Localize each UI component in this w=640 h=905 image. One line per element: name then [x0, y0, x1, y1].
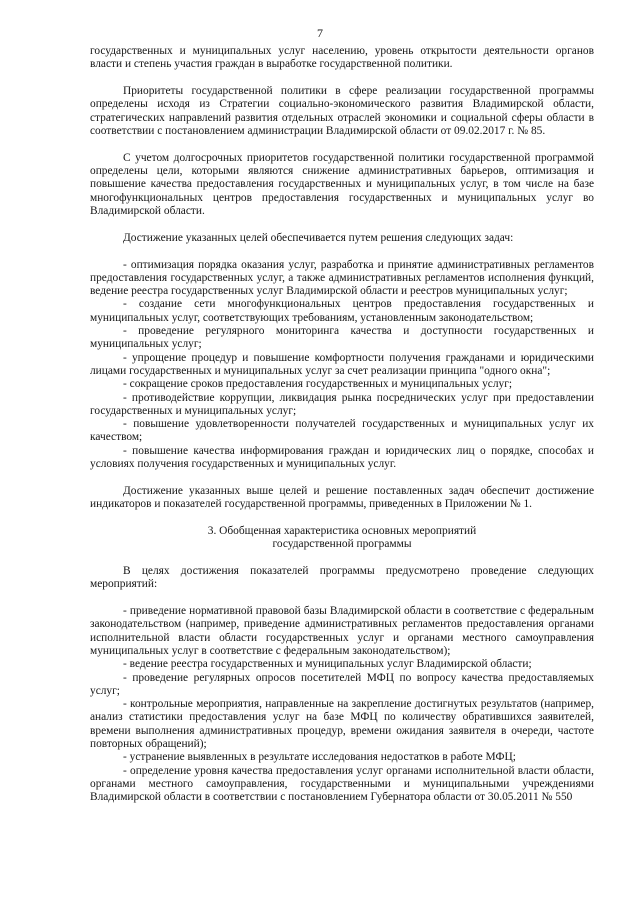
page-number: 7: [317, 26, 323, 40]
paragraph: В целях достижения показателей программы предусмотрено проведение следующих мероприятий:: [90, 565, 594, 591]
paragraph: - сокращение сроков предоставления государственных и муниципальных услуг;: [123, 378, 513, 391]
document-body: [90, 45, 594, 805]
paragraph: - упрощение процедур и повышение комфортности получения гражданами и юридическими лицами государственных и муниципальных услуг за счет реализации принципа "одного окна";: [90, 351, 594, 377]
paragraph-spacer: [90, 511, 594, 525]
section-heading-line: 3. Обобщенная характеристика основных мероприятий: [207, 524, 477, 537]
paragraph-spacer: [90, 218, 594, 232]
paragraph: - создание сети многофункциональных центров предоставления государственных и муниципальных услуг, соответствующих требованиям, установленным законодательством;: [90, 298, 594, 324]
paragraph: государственных и муниципальных услуг населению, уровень открытости деятельности органов власти и степень участия граждан в выработке государственной политики.: [90, 45, 594, 71]
paragraph: - проведение регулярных опросов посетителей МФЦ по вопросу качества предоставляемых услуг;: [90, 671, 594, 697]
paragraph: - контрольные мероприятия, направленные на закрепление достигнутых результатов (например, анализ статистики предоставления услуг на базе МФЦ по количеству обратившихся заявителей, времени выполнения административных процедур, времени ожидания заявителя в очереди, частоте повторных обращений);: [90, 698, 594, 751]
paragraph-spacer: [90, 552, 594, 566]
paragraph: Достижение указанных выше целей и решение поставленных задач обеспечит достижение индикаторов и показателей государственной программы, приведенных в Приложении № 1.: [90, 484, 594, 511]
paragraph: - противодействие коррупции, ликвидация рынка посреднических услуг при предоставлении государственных и муниципальных услуг;: [90, 391, 594, 417]
paragraph: - ведение реестра государственных и муниципальных услуг Владимирской области;: [123, 658, 532, 671]
paragraph: С учетом долгосрочных приоритетов государственной политики государственной программой определены цели, которыми являются снижение административных барьеров, оптимизация и повышение качества предоставления государственных и муниципальных услуг, в том числе на базе многофункциональных центров предоставления государственных и муниципальных услуг во Владимирской области.: [90, 151, 594, 217]
section-heading: [90, 525, 594, 552]
paragraph: Приоритеты государственной политики в сфере реализации государственной программы определены исходя из Стратегии социально-экономического развития Владимирской области, стратегических направлений развития отдельных отраслей экономики и социальной сферы области в соответствии с постановлением администрации Владимирской области от 09.02.2017 г. № 85.: [90, 85, 594, 137]
paragraph-spacer: [90, 471, 594, 485]
paragraph: - повышение качества информирования граждан и юридических лиц о порядке, способах и условиях получения государственных и муниципальных услуг.: [90, 444, 594, 471]
paragraph-spacer: [90, 138, 594, 152]
paragraph: - проведение регулярного мониторинга качества и доступности государственных и муниципальных услуг;: [90, 325, 594, 351]
paragraph: - приведение нормативной правовой базы Владимирской области в соответствие с федеральным законодательством (например, приведение административных регламентов предоставления органами исполнительной власти области государственных услуг и органами местного самоуправления муниципальных услуг в соответствие с федеральным законодательством);: [90, 605, 594, 657]
paragraph-spacer: [90, 245, 594, 259]
paragraph: - определение уровня качества предоставления услуг органами исполнительной власти области, органами местного самоуправления, государственными и муниципальными учреждениями Владимирской области в соответствии с постановлением Губернатора области от 30.05.2011 № 550: [90, 764, 594, 804]
section-heading-line: государственной программы: [272, 538, 412, 551]
paragraph: Достижение указанных целей обеспечивается путем решения следующих задач:: [123, 231, 514, 244]
paragraph-spacer: [90, 592, 594, 606]
paragraph-spacer: [90, 72, 594, 86]
paragraph: - оптимизация порядка оказания услуг, разработка и принятие административных регламентов предоставления государственных услуг, а также административных регламентов исполнения функций, ведение реестра государственных услуг Владимирской области и реестров муниципальных услуг;: [90, 258, 594, 298]
paragraph: - повышение удовлетворенности получателей государственных и муниципальных услуг их качеством;: [90, 418, 594, 444]
paragraph: - устранение выявленных в результате исследования недостатков в работе МФЦ;: [123, 751, 516, 764]
